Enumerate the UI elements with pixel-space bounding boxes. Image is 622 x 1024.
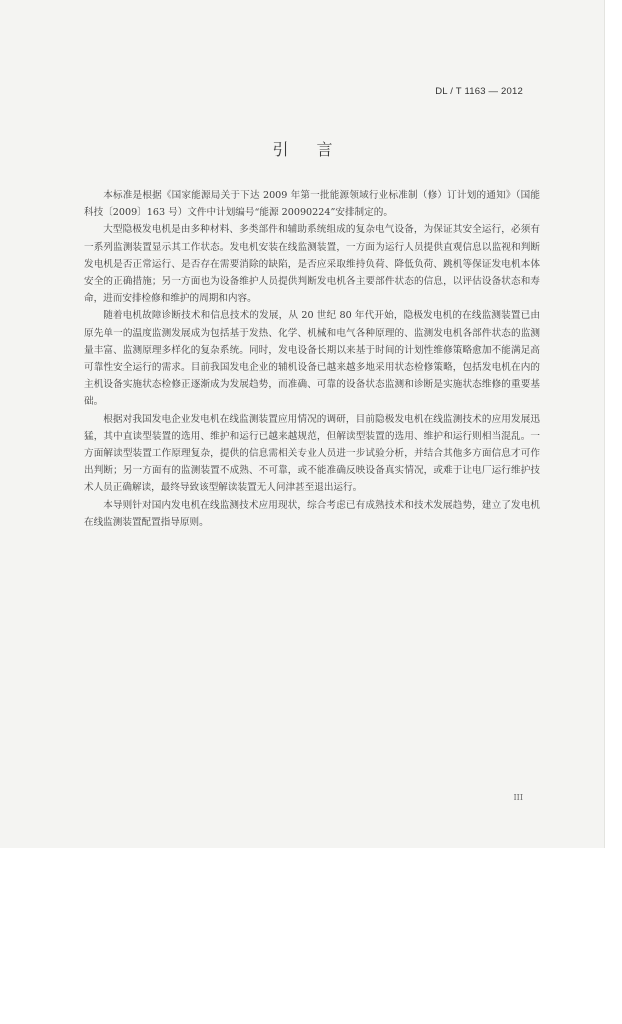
document-code: DL / T 1163 — 2012 <box>435 86 523 97</box>
page-number: III <box>513 793 523 802</box>
page-title: 引言 <box>272 140 361 159</box>
paragraph: 根据对我国发电企业发电机在线监测装置应用情况的调研，目前隐极发电机在线监测技术的应用发展迅猛，其中直读型装置的选用、维护和运行已越来越规范，但解读型装置的选用、维护和运行则相当混乱。一方面解读型装置工作原理复杂，提供的信息需相关专业人员进一步试验分析，并结合其他多方面信息才可作出判断；另一方面有的监测装置不成熟、不可靠，或不能准确反映设备真实情况，或难于让电厂运行维护技术人员正确解读，最终导致该型解读装置无人问津甚至退出运行。 <box>84 413 540 494</box>
paragraph: 本导则针对国内发电机在线监测技术应用现状，综合考虑已有成熟技术和技术发展趋势，建立了发电机在线监测装置配置指导原则。 <box>84 499 540 528</box>
paragraph: 随着电机故障诊断技术和信息技术的发展，从 20 世纪 80 年代开始，隐极发电机的在线监测装置已由原先单一的温度监测发展成为包括基于发热、化学、机械和电气各种原理的、监测发电机各部件状态的监测量丰富、监测原理多样化的复杂系统。同时，发电设备长期以来基于时间的计划性维修策略愈加不能满足高可靠性安全运行的需求。目前我国发电企业的辅机设备已越来越多地采用状态检修策略，包括发电机在内的主机设备实施状态检修正逐渐成为发展趋势，而准确、可靠的设备状态监测和诊断是实施状态维修的重要基础。 <box>84 310 540 408</box>
introduction-body <box>84 187 540 531</box>
paragraph: 本标准是根据《国家能源局关于下达 2009 年第一批能源领域行业标准制（修）订计划的通知》（国能科技〔2009〕163 号）文件中计划编号“能源 20090224”安排制定的。 <box>84 190 540 219</box>
paragraph: 大型隐极发电机是由多种材料、多类部件和辅助系统组成的复杂电气设备，为保证其安全运行，必须有一系列监测装置显示其工作状态。发电机安装在线监测装置，一方面为运行人员提供直观信息以监视和判断发电机是否正常运行、是否存在需要消除的缺陷，是否应采取维持负荷、降低负荷、跳机等保证发电机本体安全的正确措施；另一方面也为设备维护人员提供判断发电机各主要部件状态的信息，以评估设备状态和寿命，进而安排检修和维护的周期和内容。 <box>84 224 540 305</box>
